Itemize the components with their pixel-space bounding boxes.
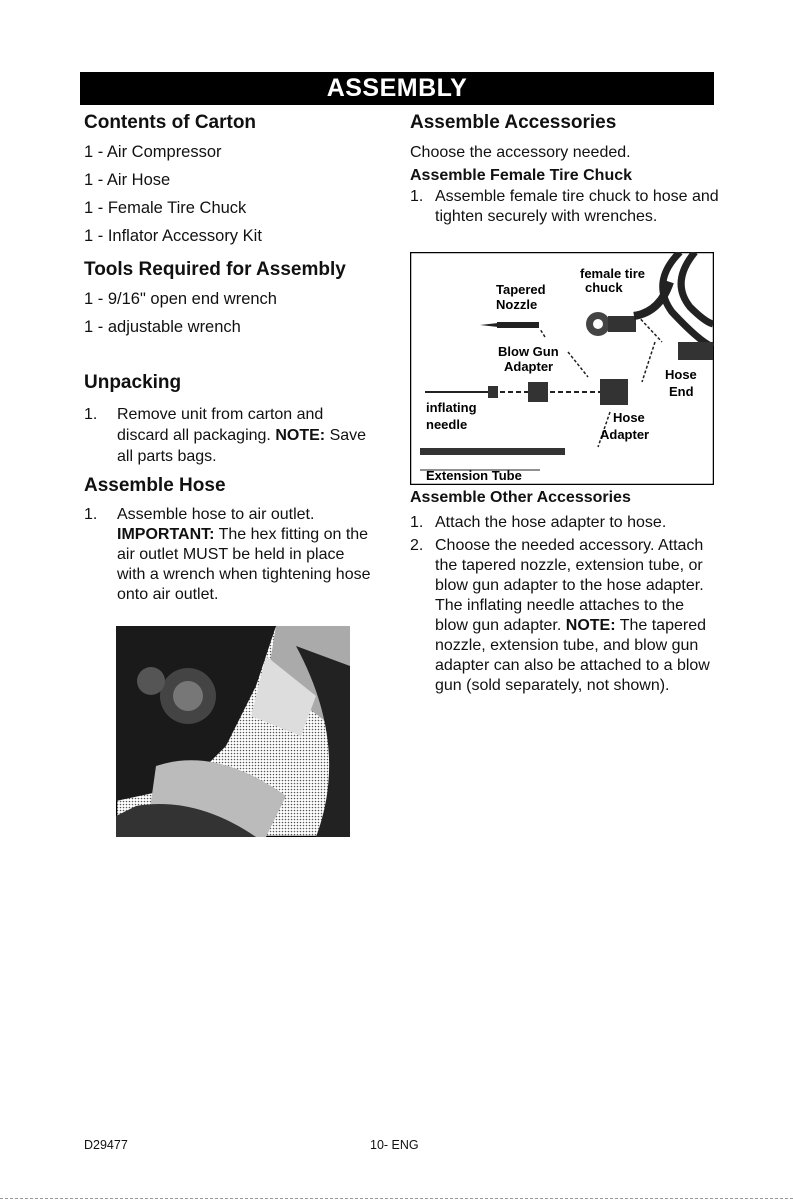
- step-text: Assemble hose to air outlet.: [117, 506, 315, 523]
- hose-heading: Assemble Hose: [84, 475, 226, 496]
- contents-item: 1 - Air Compressor: [84, 143, 222, 161]
- note-label: NOTE:: [565, 617, 616, 634]
- tapered-nozzle-part: [497, 322, 539, 328]
- label-hose-adapter-1: Hose: [613, 410, 645, 425]
- hose-step: [84, 505, 374, 605]
- accessories-heading: Assemble Accessories: [410, 112, 617, 133]
- accessories-intro: Choose the accessory needed.: [410, 144, 631, 161]
- label-tapered: Tapered: [496, 282, 546, 297]
- step-number: 1.: [410, 514, 424, 531]
- label-hose-adapter-2: Adapter: [600, 427, 650, 442]
- label-hose: Hose: [665, 367, 697, 382]
- other-accessories: [410, 489, 720, 696]
- label-needle: needle: [426, 417, 468, 432]
- extension-tube-part: [420, 448, 565, 455]
- accessory-diagram: [410, 252, 714, 485]
- label-end: End: [669, 384, 694, 399]
- right-column: [410, 112, 720, 227]
- section-banner: ASSEMBLY: [80, 72, 714, 105]
- tools-item: 1 - 9/16" open end wrench: [84, 290, 277, 308]
- step-number: 1.: [84, 406, 98, 423]
- other-heading: Assemble Other Accessories: [410, 489, 631, 506]
- footer-doc-number: D29477: [84, 1138, 128, 1152]
- important-text: The hex fitting on the air outlet MUST be held in place with a wrench when tightening hose onto air outlet.: [117, 526, 371, 603]
- footer-page-number: 10- ENG: [370, 1138, 419, 1152]
- label-blow-gun: Blow Gun: [498, 344, 559, 359]
- label-chuck: chuck: [585, 280, 623, 295]
- chuck-heading: Assemble Female Tire Chuck: [410, 167, 633, 184]
- important-label: IMPORTANT:: [117, 526, 215, 543]
- note-text: The tapered nozzle, extension tube, and blow gun adapter can also be attached to a blow gun (sold separately, not shown).: [435, 617, 710, 694]
- step-text: Remove unit from carton and discard all packaging.: [117, 406, 324, 444]
- step-text: Assemble female tire chuck to hose and tighten securely with wrenches.: [435, 188, 719, 225]
- step-text: Choose the needed accessory. Attach the tapered nozzle, extension tube, or blow gun adapter to the hose adapter. The inflating needle attaches to the blow gun adapter.: [435, 537, 704, 634]
- hose-end-part: [678, 342, 713, 360]
- unpacking-step: [84, 404, 374, 467]
- label-inflating: inflating: [426, 400, 477, 415]
- other-step-1: [410, 513, 720, 533]
- step-text: Attach the hose adapter to hose.: [435, 514, 667, 531]
- step-number: 2.: [410, 537, 424, 554]
- hose-adapter-part: [600, 379, 628, 405]
- contents-item: 1 - Female Tire Chuck: [84, 199, 247, 217]
- label-extension-tube: Extension Tube: [426, 468, 522, 483]
- tools-heading: Tools Required for Assembly: [84, 259, 346, 280]
- tools-item: 1 - adjustable wrench: [84, 318, 241, 336]
- page-edge-line: [0, 1198, 793, 1199]
- note-text: Save all parts bags.: [117, 427, 367, 465]
- label-female-tire: female tire: [580, 266, 646, 281]
- left-column: [84, 112, 374, 605]
- contents-item: 1 - Air Hose: [84, 171, 171, 189]
- chuck-step: [410, 187, 720, 227]
- label-nozzle: Nozzle: [496, 297, 538, 312]
- note-label: NOTE:: [275, 427, 326, 444]
- blow-gun-adapter-part: [528, 382, 548, 402]
- unpacking-heading: Unpacking: [84, 372, 182, 393]
- other-step-2: [410, 536, 720, 696]
- step-number: 1.: [410, 188, 424, 205]
- step-number: 1.: [84, 506, 98, 523]
- label-adapter: Adapter: [504, 359, 554, 374]
- contents-item: 1 - Inflator Accessory Kit: [84, 227, 262, 245]
- contents-heading: Contents of Carton: [84, 112, 257, 133]
- air-outlet-photo: [116, 626, 350, 837]
